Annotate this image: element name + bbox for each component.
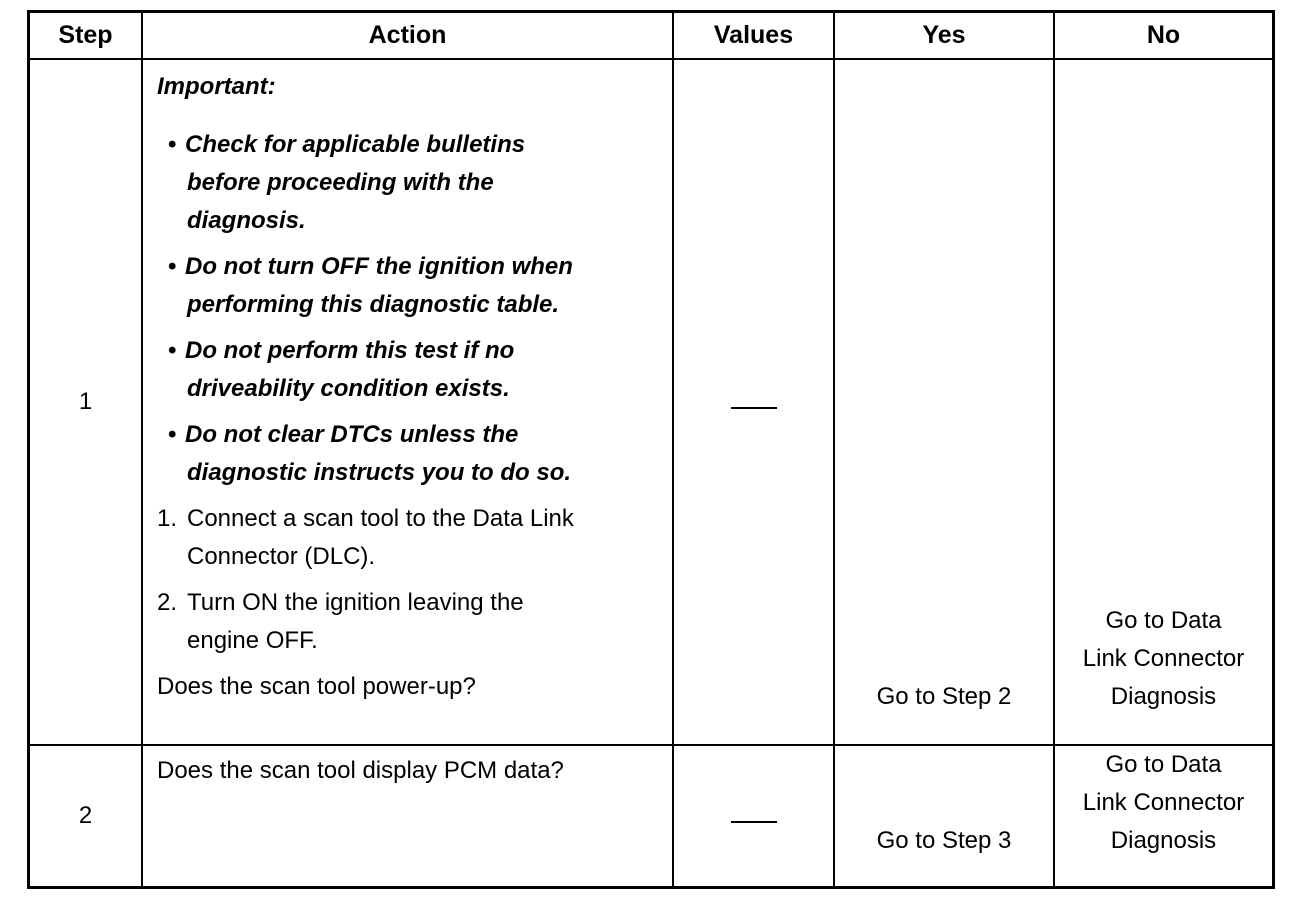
header-no: No xyxy=(1054,13,1272,59)
table-row xyxy=(30,745,1272,886)
bullet-icon: • xyxy=(167,337,177,364)
numbered-step: 2. Turn ON the ignition leaving the engine OFF. xyxy=(157,589,524,654)
bullet-icon: • xyxy=(167,131,177,158)
table-row xyxy=(30,59,1272,745)
step-number: 1 xyxy=(30,59,142,745)
empty-value-dash xyxy=(731,407,777,409)
yes-cell: Go to Step 3 xyxy=(834,745,1054,886)
empty-value-dash xyxy=(731,821,777,823)
value-cell xyxy=(673,745,834,886)
bullet-item: • Do not turn OFF the ignition when performing this diagnostic table. xyxy=(157,248,658,324)
question-text: Does the scan tool display PCM data? xyxy=(157,757,564,784)
yes-cell: Go to Step 2 xyxy=(834,59,1054,745)
action-cell xyxy=(142,59,673,745)
bullet-item: • Check for applicable bulletins before proceeding with the diagnosis. xyxy=(157,126,658,240)
bullet-item: • Do not clear DTCs unless the diagnostic instructs you to do so. xyxy=(157,416,658,492)
value-cell xyxy=(673,59,834,745)
bullet-item: • Do not perform this test if no driveability condition exists. xyxy=(157,332,658,408)
important-label: Important: xyxy=(157,73,276,100)
no-cell: Go to Data Link Connector Diagnosis xyxy=(1054,745,1272,886)
diagnostic-table-frame xyxy=(27,10,1275,889)
step-number: 2 xyxy=(30,745,142,886)
question-text: Does the scan tool power-up? xyxy=(157,673,476,700)
no-cell: Go to Data Link Connector Diagnosis xyxy=(1054,59,1272,745)
bullet-icon: • xyxy=(167,253,177,280)
header-step: Step xyxy=(30,13,142,59)
header-row xyxy=(30,13,1272,59)
diagnostic-table xyxy=(30,13,1272,886)
numbered-step: 1. Connect a scan tool to the Data Link Connector (DLC). xyxy=(157,505,574,570)
header-action: Action xyxy=(142,13,673,59)
action-cell xyxy=(142,745,673,886)
bullet-icon: • xyxy=(167,421,177,448)
header-yes: Yes xyxy=(834,13,1054,59)
header-values: Values xyxy=(673,13,834,59)
